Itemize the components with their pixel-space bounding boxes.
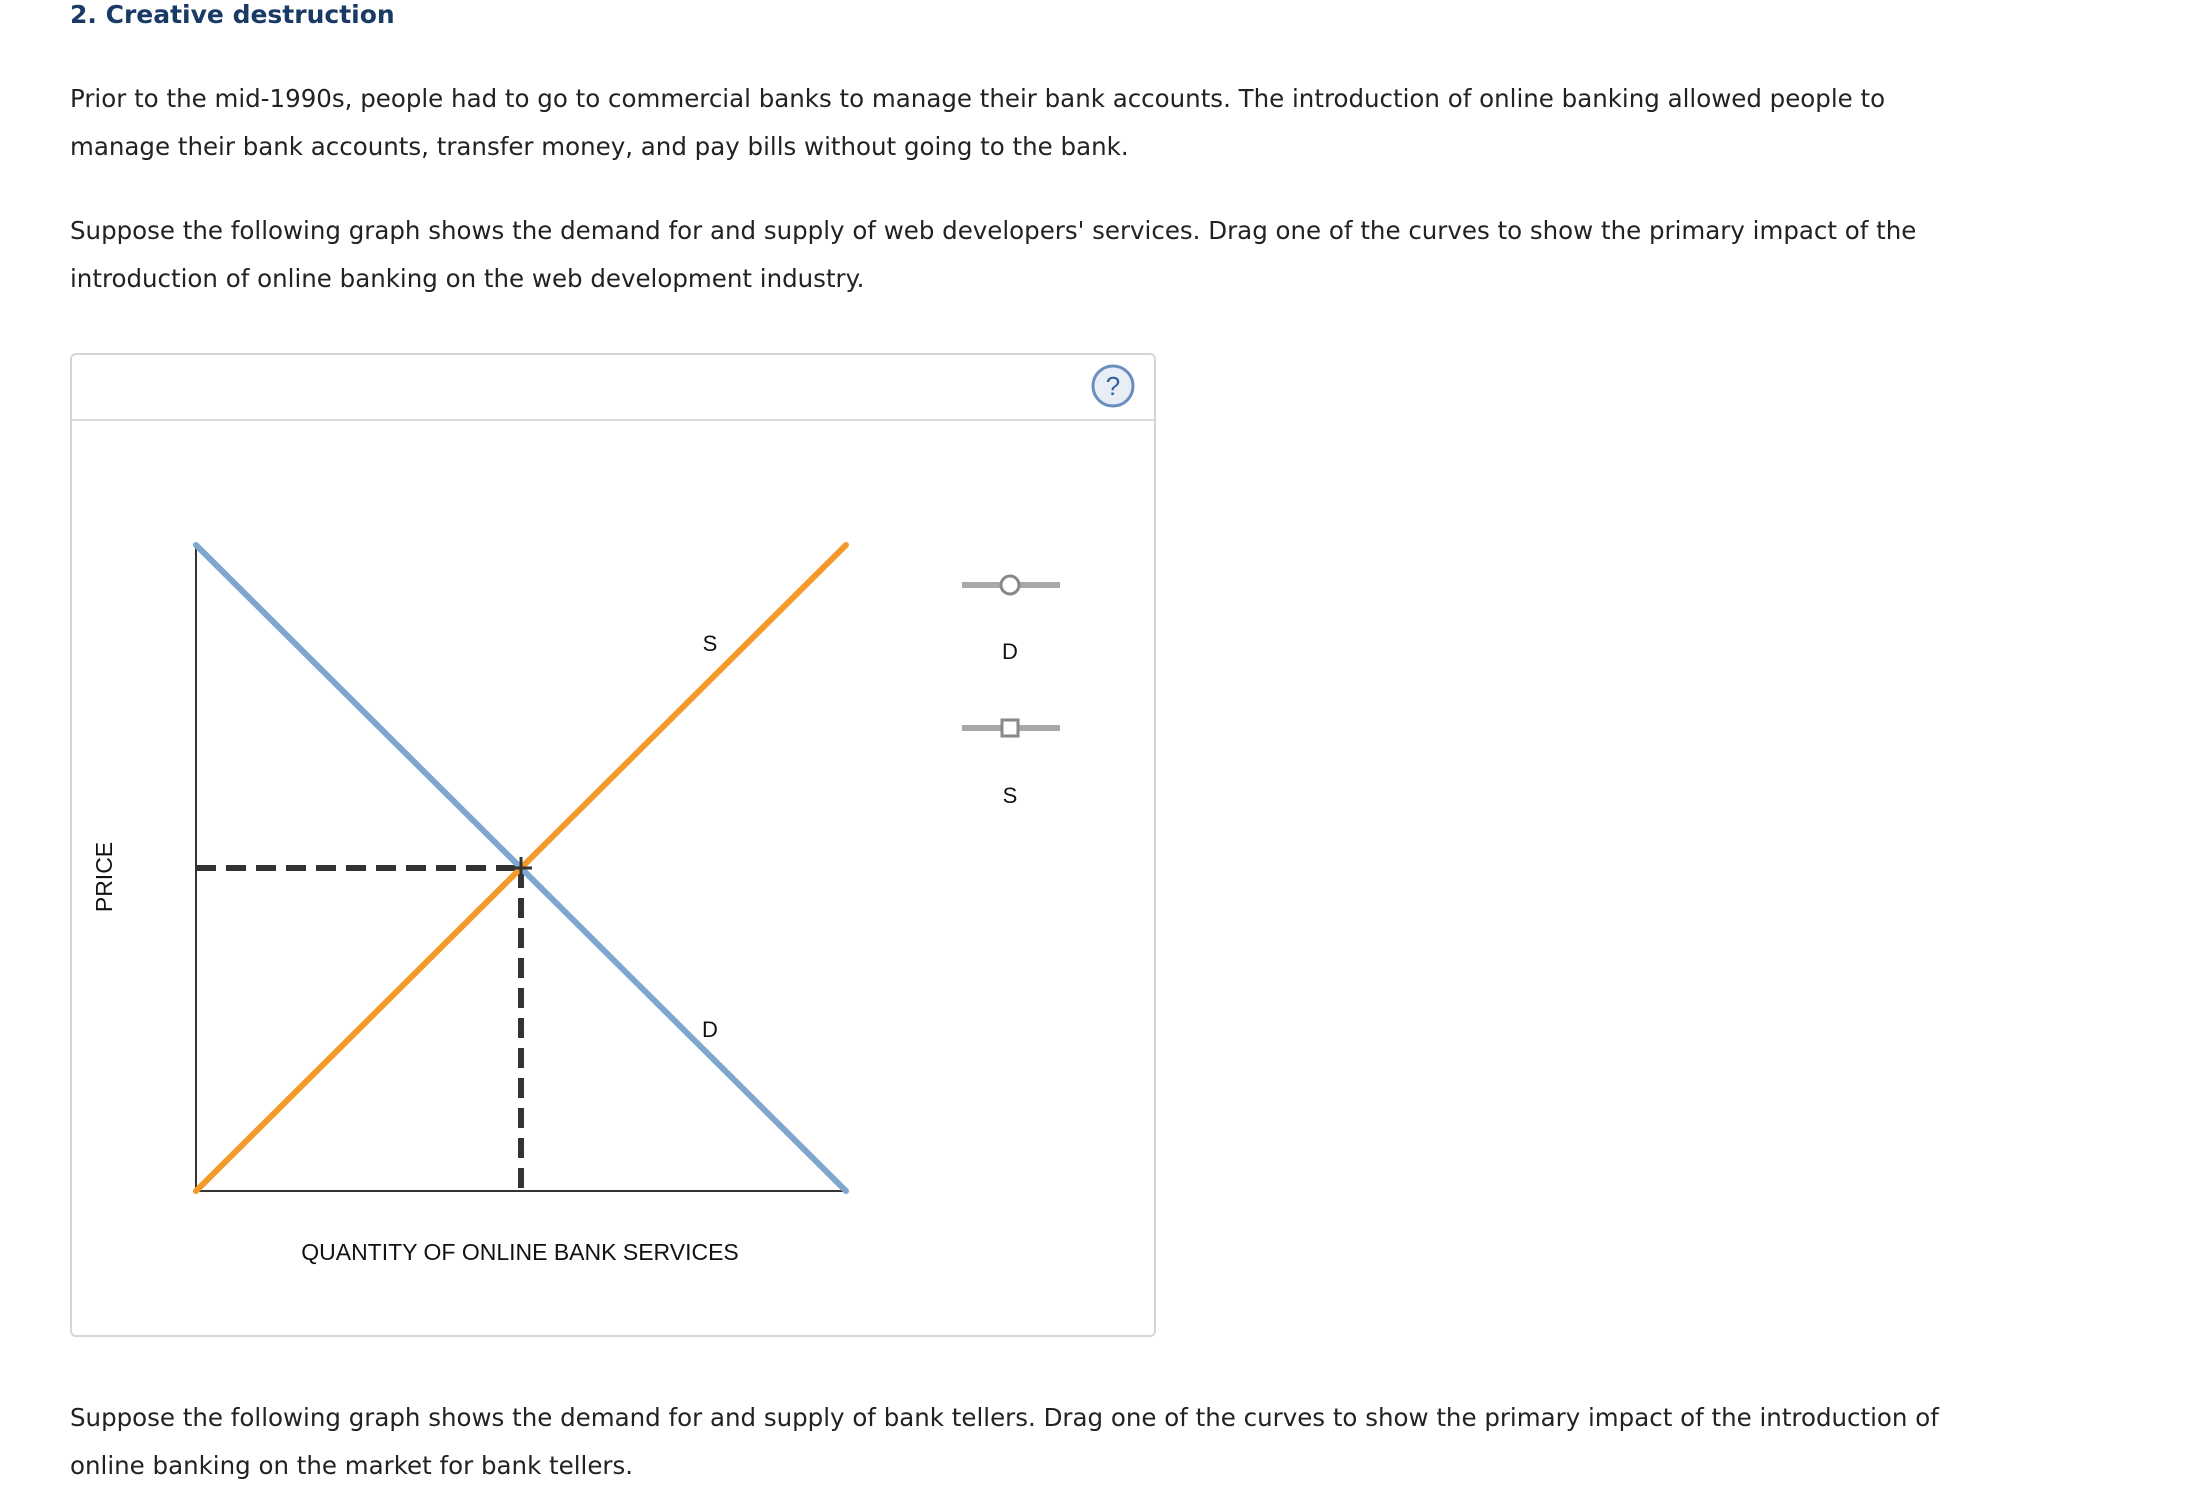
x-axis-label: QUANTITY OF ONLINE BANK SERVICES bbox=[301, 1239, 739, 1265]
circle-marker-icon bbox=[1001, 576, 1019, 594]
help-glyph: ? bbox=[1105, 371, 1121, 401]
supply-tool-handle[interactable] bbox=[962, 720, 1060, 736]
square-marker-icon bbox=[1002, 720, 1018, 736]
supply-tool-label: S bbox=[1002, 783, 1018, 808]
demand-curve-label: D bbox=[702, 1017, 718, 1042]
question-heading: 2. Creative destruction bbox=[70, 0, 395, 29]
y-axis-label: PRICE bbox=[91, 841, 117, 913]
supply-curve-label: S bbox=[702, 631, 718, 656]
demand-tool-handle[interactable] bbox=[962, 576, 1060, 594]
question-2-paragraph: Suppose the following graph shows the demand for and supply of bank tellers. Drag one of the curves to show the primary impact of the introduction of online banking on the market for bank tellers. bbox=[70, 1403, 1939, 1480]
question-1-paragraph: Suppose the following graph shows the demand for and supply of web developers' services. Drag one of the curves to show the primary impact of the introduction of online banking on the web development industry. bbox=[70, 216, 1917, 293]
graph-canvas bbox=[72, 355, 1156, 1335]
intro-paragraph: Prior to the mid-1990s, people had to go to commercial banks to manage their bank accounts. The introduction of online banking allowed people to manage their bank accounts, transfer money, and pay bills without going to the bank. bbox=[70, 84, 1886, 161]
demand-tool-label: D bbox=[1002, 639, 1018, 664]
graph-panel bbox=[70, 353, 1156, 1337]
